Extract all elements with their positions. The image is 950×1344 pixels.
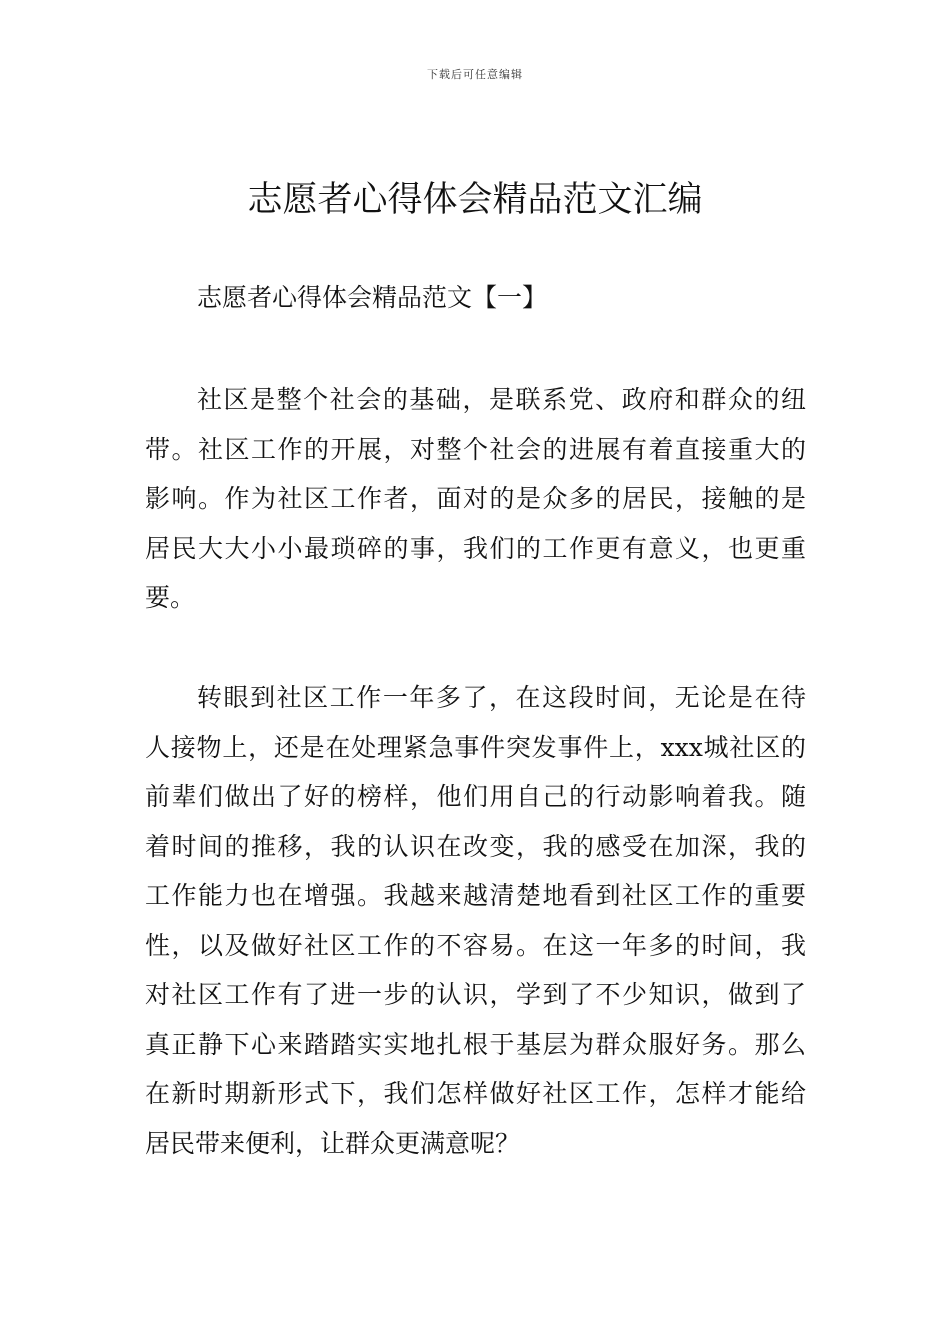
paragraph-2: [145, 673, 806, 1168]
paragraph-line: 前辈们做出了好的榜样，他们用自己的行动影响着我。随: [145, 782, 806, 811]
paragraph-line: 性，以及做好社区工作的不容易。在这一年多的时间，我: [145, 930, 806, 960]
paragraph-line: 居民带来便利，让群众更满意呢？: [145, 1128, 521, 1158]
paragraph-line: 在新时期新形式下，我们怎样做好社区工作，怎样才能给: [145, 1079, 806, 1108]
paragraph-line: 着时间的推移，我的认识在改变，我的感受在加深，我的: [145, 831, 806, 861]
document-title: 志愿者心得体会精品范文汇编: [247, 180, 703, 220]
paragraph-line: 要。: [145, 583, 196, 612]
paragraph-line: 人接物上，还是在处理紧急事件突发事件上，xxx城社区的: [145, 732, 806, 762]
paragraph-1: [145, 375, 806, 623]
paragraph-line: 工作能力也在增强。我越来越清楚地看到社区工作的重要: [145, 881, 806, 910]
header-note: 下载后可任意编辑: [427, 68, 523, 81]
paragraph-line: 带。社区工作的开展，对整个社会的进展有着直接重大的: [145, 434, 806, 464]
paragraph-line: 真正静下心来踏踏实实地扎根于基层为群众服好务。那么: [145, 1029, 806, 1059]
section-heading: 志愿者心得体会精品范文【一】: [197, 283, 548, 312]
paragraph-line: 社区是整个社会的基础，是联系党、政府和群众的纽: [197, 385, 806, 414]
paragraph-line: 居民大大小小最琐碎的事，我们的工作更有意义，也更重: [145, 533, 806, 563]
paragraph-line: 对社区工作有了进一步的认识，学到了不少知识，做到了: [145, 980, 806, 1009]
paragraph-line: 转眼到社区工作一年多了，在这段时间，无论是在待: [197, 683, 806, 712]
paragraph-line: 影响。作为社区工作者，面对的是众多的居民，接触的是: [145, 484, 806, 513]
